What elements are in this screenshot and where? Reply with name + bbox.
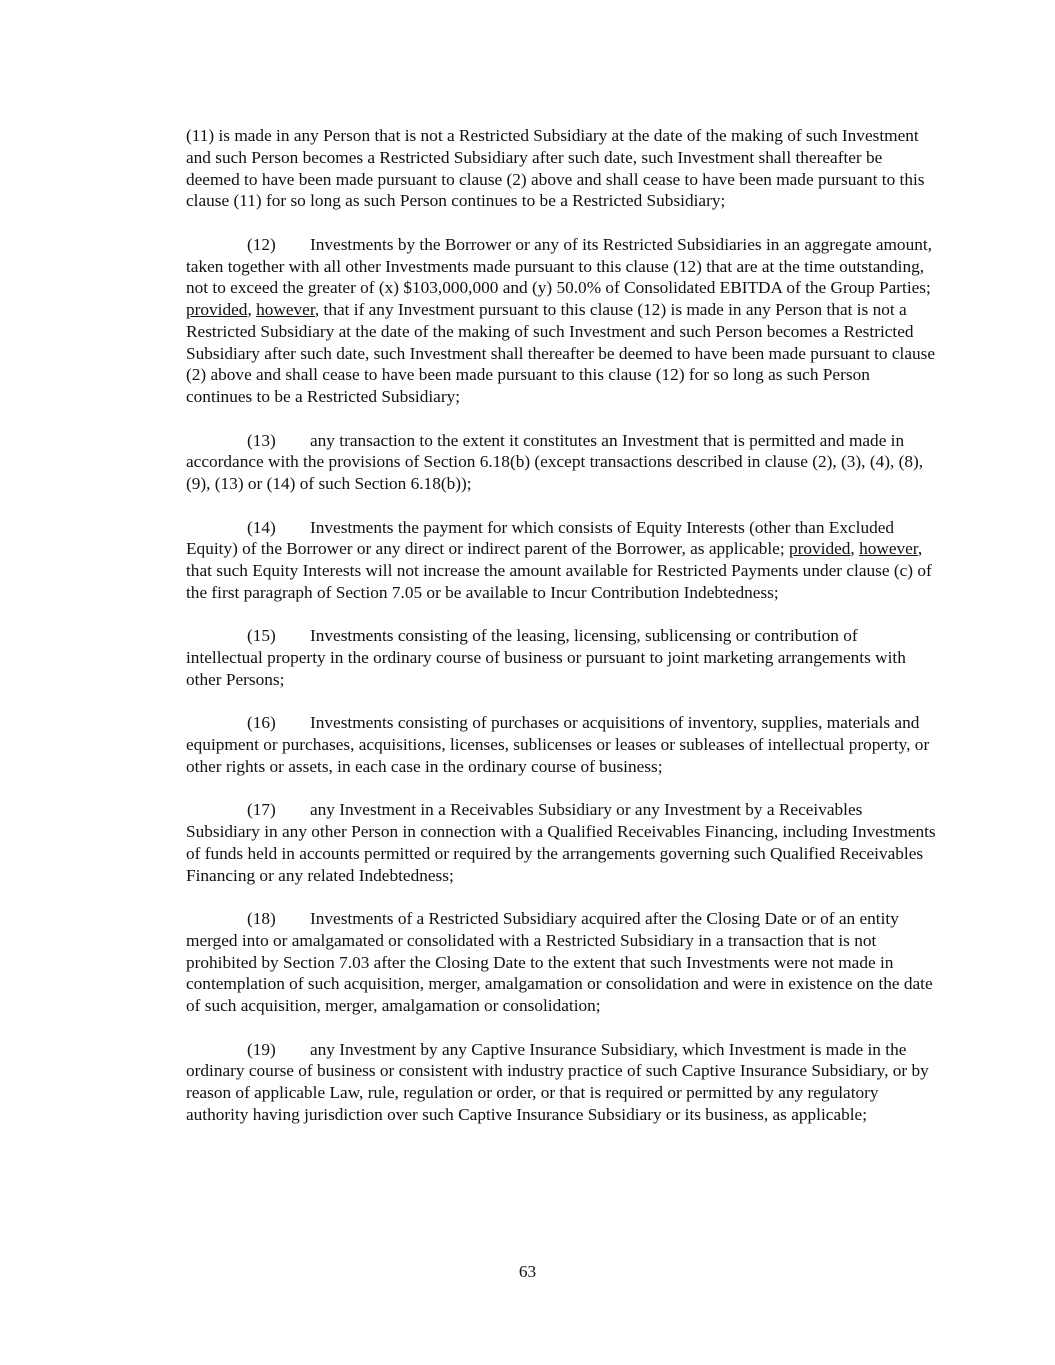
clause-number: (16) xyxy=(247,713,276,733)
clause-text-cont: , that such Equity Interests will not increase the amount available for Restricted Payments under clause (c) of the first paragraph of Section 7.05 or be available to Incur Contribution Indebtedness; xyxy=(186,539,932,602)
clause-text: any Investment in a Receivables Subsidiary or any Investment by a Receivables Subsidiary in any other Person in connection with a Qualified Receivables Financing, including Investments of funds held in accounts permitted or required by the arrangements governing such Qualified Receivables Financing or any related Indebtedness; xyxy=(186,800,936,885)
clause-text: any Investment by any Captive Insurance Subsidiary, which Investment is made in the ordinary course of business or consistent with industry practice of such Captive Insurance Subsidiary, or by reason of applicable Law, rule, regulation or order, or that is required or permitted by any regulatory authority having jurisdiction over such Captive Insurance Subsidiary or its business, as applicable; xyxy=(186,1039,929,1124)
clause-number: (17) xyxy=(247,800,276,820)
underlined-provided: provided xyxy=(186,300,248,319)
clause-number: (18) xyxy=(247,909,276,928)
clause-16 xyxy=(186,712,938,777)
continuation-paragraph: (11) is made in any Person that is not a Restricted Subsidiary at the date of the making of such Investment and such Person becomes a Restricted Subsidiary after such date, such Investment shall thereafter be deemed to have been made pursuant to clause (2) above and shall cease to have been made pursuant to this clause (11) for so long as such Person continues to be a Restricted Subsidiary; xyxy=(186,126,925,211)
clause-text-cont: , that if any Investment pursuant to this clause (12) is made in any Person that is not a Restricted Subsidiary at the date of the making of such Investment and such Person becomes a Restricted Subsidiary after such date, such Investment shall thereafter be deemed to have been made pursuant to clause (2) above and shall cease to have been made pursuant to this clause (12) for so long as such Person continues to be a Restricted Subsidiary; xyxy=(186,300,936,406)
underlined-however: however xyxy=(256,300,315,319)
underlined-provided: provided xyxy=(788,539,851,559)
clause-14 xyxy=(186,517,938,604)
clause-text: Investments by the Borrower or any of its Restricted Subsidiaries in an aggregate amount, taken together with all other Investments made pursuant to this clause (12) that are at the time outstanding, not to exceed the greater of (x) $103,000,000 and (y) 50.0% of Consolidated EBITDA of the Group Parties; xyxy=(186,234,932,298)
clause-text: Investments the payment for which consists of Equity Interests (other than Excluded Equity) of the Borrower or any direct or indirect parent of the Borrower, as applicable; xyxy=(186,517,895,559)
separator: , xyxy=(247,300,257,319)
clause-text: Investments consisting of purchases or acquisitions of inventory, supplies, materials and equipment or purchases, acquisitions, licenses, sublicenses or leases or subleases of intellectual property, or other rights or assets, in each case in the ordinary course of business; xyxy=(186,713,930,776)
clause-number: (19) xyxy=(247,1039,276,1059)
clause-12 xyxy=(186,234,938,408)
clause-13 xyxy=(186,430,938,495)
clause-text: Investments consisting of the leasing, licensing, sublicensing or contribution of intellectual property in the ordinary course of business or pursuant to joint marketing arrangements with other Persons; xyxy=(186,626,906,689)
clause-number: (12) xyxy=(247,234,276,254)
clause-15 xyxy=(186,625,938,690)
clause-text: Investments of a Restricted Subsidiary acquired after the Closing Date or of an entity merged into or amalgamated or consolidated with a Restricted Subsidiary in a transaction that is not prohibited by Section 7.03 after the Closing Date to the extent that such Investments were not made in contemplation of such acquisition, merger, amalgamation or consolidation and were in existence on the date of such acquisition, merger, amalgamation or consolidation; xyxy=(186,909,933,1015)
separator: , xyxy=(850,539,860,559)
clause-number: (14) xyxy=(247,517,276,537)
clause-number: (13) xyxy=(247,430,276,450)
clause-text: any transaction to the extent it constitutes an Investment that is permitted and made in accordance with the provisions of Section 6.18(b) (except transactions described in clause (2), (3), (4), (8), (9), (13) or (14) of such Section 6.18(b)); xyxy=(186,430,924,493)
page-number: 63 xyxy=(518,1262,537,1281)
clause-number: (15) xyxy=(247,626,276,646)
underlined-however: however xyxy=(859,539,918,559)
clause-17 xyxy=(186,799,938,886)
document-body xyxy=(186,125,938,1147)
clause-19 xyxy=(186,1039,938,1126)
clause-18 xyxy=(186,908,938,1017)
